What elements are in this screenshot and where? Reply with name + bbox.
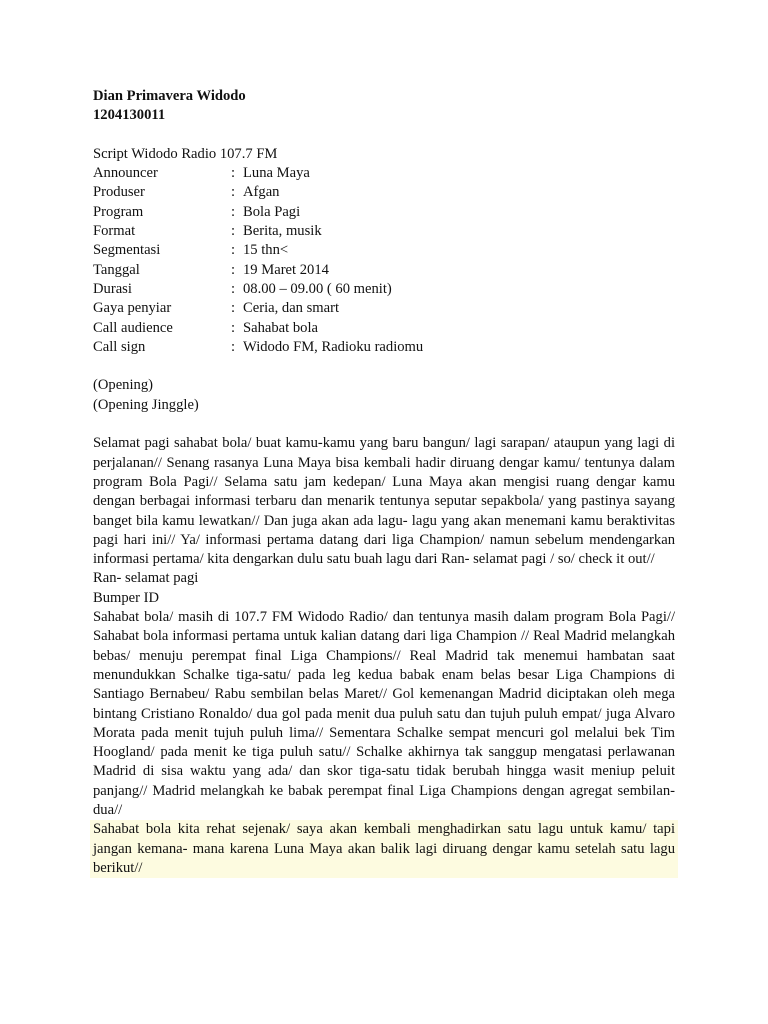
- paragraph-news: Sahabat bola/ masih di 107.7 FM Widodo Radio/ dan tentunya masih dalam program Bola Pagi// Sahabat bola informasi pertama untuk kalian datang dari liga Champion // Real Madrid melangkah bebas/ menuju perempat final Liga Champions// Real Madrid tak menemui hambatan saat menundukkan Schalke tiga-satu/ pada leg kedua babak enam belas besar Liga Champions di Santiago Bernabeu/ Rabu sembilan belas Maret// Gol kemenangan Madrid diciptakan oleh mega bintang Cristiano Ronaldo/ dua gol pada menit dua puluh satu dan tujuh puluh empat/ juga Alvaro Morata pada menit tujuh puluh lima// Sementara Schalke sempat mencuri gol melalui bek Tim Hoogland/ pada menit ke tiga puluh satu// Schalke akhirnya tak sanggup mengatasi perlawanan Madrid di sisa waktu yang ada/ dan skor tiga-satu tidak berubah hingga wasit meniup peluit panjang// Madrid melangkah ke babak perempat final Liga Champions dengan agregat sembilan-dua//: [93, 609, 675, 818]
- meta-value: 19 Maret 2014: [243, 261, 329, 278]
- meta-row-produser: [93, 183, 675, 202]
- meta-colon: :: [231, 280, 236, 297]
- meta-row-segmentasi: [93, 241, 675, 260]
- meta-value: Widodo FM, Radioku radiomu: [243, 338, 424, 355]
- meta-value: Sahabat bola: [243, 319, 318, 336]
- meta-row-format: [93, 222, 675, 241]
- script-meta-table: [93, 164, 675, 357]
- cue-opening-jingle: (Opening Jinggle): [93, 396, 199, 413]
- paragraph-closing-highlighted: Sahabat bola kita rehat sejenak/ saya akan kembali menghadirkan satu lagu untuk kamu/ tapi jangan kemana- mana karena Luna Maya akan balik lagi diruang dengar kamu setelah satu lagu berikut//: [90, 820, 678, 878]
- spacer: [93, 415, 675, 434]
- meta-label: Tanggal: [93, 261, 140, 278]
- meta-colon: :: [231, 261, 236, 278]
- meta-row-gaya-penyiar: [93, 299, 675, 318]
- meta-value: Bola Pagi: [243, 203, 301, 220]
- meta-value: Berita, musik: [243, 223, 322, 240]
- author-name: Dian Primavera Widodo: [93, 88, 246, 104]
- cue-bumper-id: Bumper ID: [93, 589, 160, 606]
- meta-colon: :: [231, 203, 236, 220]
- meta-label: Call audience: [93, 319, 173, 336]
- meta-colon: :: [231, 300, 236, 317]
- student-id: 1204130011: [93, 107, 166, 124]
- meta-value: 15 thn<: [243, 242, 289, 259]
- meta-colon: :: [231, 223, 236, 240]
- paragraph-intro: Selamat pagi sahabat bola/ buat kamu-kamu yang baru bangun/ lagi sarapan/ ataupun yang lagi di perjalanan// Senang rasanya Luna Maya bisa kembali hadir diruang dengar kamu/ tentunya dalam program Bola Pagi// Selama satu jam kedepan/ Luna Maya akan mengisi ruang dengar kamu dengan berbagai informasi terbaru dan menarik tentunya seputar sepakbola/ yang pastinya sayang banget bila kamu lewatkan// Dan juga akan ada lagu- lagu yang akan menemani kamu beraktivitas pagi hari ini// Ya/ informasi pertama datang dari liga Champion/ namun sebelum mendengarkan informasi pertama/ kita dengarkan dulu satu buah lagu dari Ran- selamat pagi / so/ check it out//: [93, 435, 675, 568]
- meta-colon: :: [231, 165, 236, 182]
- meta-value: Ceria, dan smart: [243, 300, 340, 317]
- meta-label: Produser: [93, 184, 145, 201]
- meta-row-tanggal: [93, 261, 675, 280]
- meta-colon: :: [231, 242, 236, 259]
- meta-value: 08.00 – 09.00 ( 60 menit): [243, 280, 392, 297]
- meta-label: Program: [93, 203, 144, 220]
- meta-row-call-audience: [93, 319, 675, 338]
- meta-label: Announcer: [93, 165, 158, 182]
- meta-label: Call sign: [93, 338, 146, 355]
- meta-colon: :: [231, 184, 236, 201]
- meta-label: Gaya penyiar: [93, 300, 172, 317]
- spacer: [93, 357, 675, 376]
- meta-value: Luna Maya: [243, 165, 310, 182]
- script-title: Script Widodo Radio 107.7 FM: [93, 145, 278, 162]
- meta-value: Afgan: [243, 184, 280, 201]
- meta-label: Durasi: [93, 280, 132, 297]
- meta-label: Format: [93, 223, 136, 240]
- meta-row-call-sign: [93, 338, 675, 357]
- meta-row-durasi: [93, 280, 675, 299]
- meta-row-program: [93, 203, 675, 222]
- document-page: [93, 87, 675, 878]
- meta-row-announcer: [93, 164, 675, 183]
- meta-label: Segmentasi: [93, 242, 161, 259]
- spacer: [93, 126, 675, 145]
- meta-colon: :: [231, 319, 236, 336]
- cue-song: Ran- selamat pagi: [93, 570, 199, 587]
- cue-opening: (Opening): [93, 377, 153, 394]
- meta-colon: :: [231, 338, 236, 355]
